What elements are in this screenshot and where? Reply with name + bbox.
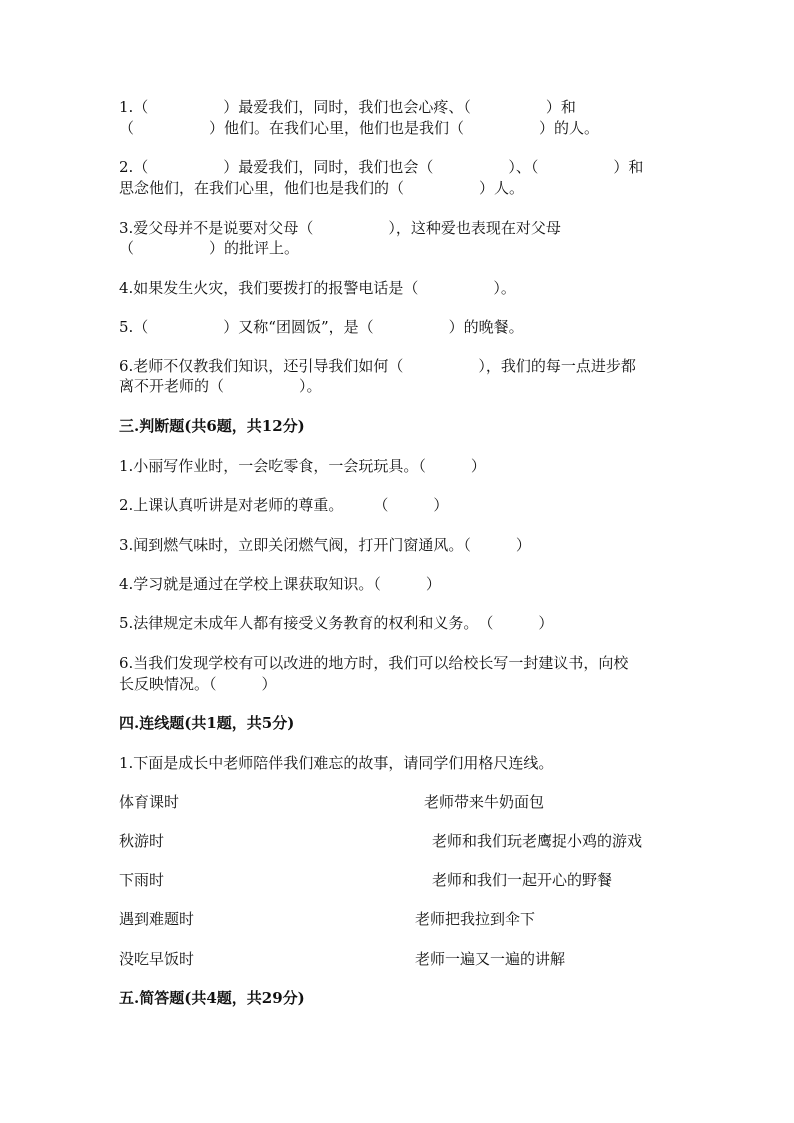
matching-left-item: 体育课时 xyxy=(119,793,180,811)
question-line: 离不开老师的（ ）。 xyxy=(119,377,322,395)
question-line: 4.学习就是通过在学校上课获取知识。（ ） xyxy=(119,575,441,593)
question-line: 6.当我们发现学校有可以改进的地方时，我们可以给校长写一封建议书，向校 xyxy=(119,654,629,672)
question-line: 1.（ ）最爱我们，同时，我们也会心疼、（ ）和 xyxy=(119,98,576,116)
question-line: 2.上课认真听讲是对老师的尊重。 （ ） xyxy=(119,496,449,514)
question-line: 3.爱父母并不是说要对父母（ ），这种爱也表现在对父母 xyxy=(119,219,561,237)
matching-right-item: 老师带来牛奶面包 xyxy=(424,793,545,811)
question-line: 思念他们，在我们心里，他们也是我们的（ ）人。 xyxy=(119,179,525,197)
section-heading-true-false: 三.判断题(共6题，共12分) xyxy=(119,417,305,435)
section-heading-matching: 四.连线题(共1题，共5分) xyxy=(119,714,295,732)
matching-left-item: 秋游时 xyxy=(119,832,165,850)
question-line: 6.老师不仅教我们知识，还引导我们如何（ ），我们的每一点进步都 xyxy=(119,357,636,375)
matching-right-item: 老师把我拉到伞下 xyxy=(415,910,536,928)
question-line: 3.闻到燃气味时，立即关闭燃气阀，打开门窗通风。（ ） xyxy=(119,536,531,554)
question-line: 5.（ ）又称“团圆饭”，是（ ）的晚餐。 xyxy=(119,318,524,336)
question-line: 长反映情况。（ ） xyxy=(119,675,277,693)
question-line: 5.法律规定未成年人都有接受义务教育的权利和义务。 （ ） xyxy=(119,614,554,632)
matching-question: 1.下面是成长中老师陪伴我们难忘的故事，请同学们用格尺连线。 xyxy=(119,754,554,772)
matching-left-item: 遇到难题时 xyxy=(119,910,195,928)
question-line: 1.小丽写作业时，一会吃零食，一会玩玩具。（ ） xyxy=(119,457,486,475)
question-line: 4.如果发生火灾，我们要拨打的报警电话是（ ）。 xyxy=(119,279,516,297)
matching-left-item: 下雨时 xyxy=(119,871,165,889)
question-line: 2.（ ）最爱我们，同时，我们也会（ ）、（ ）和 xyxy=(119,158,644,176)
matching-left-item: 没吃早饭时 xyxy=(119,950,195,968)
matching-right-item: 老师一遍又一遍的讲解 xyxy=(415,950,566,968)
matching-right-item: 老师和我们玩老鹰捉小鸡的游戏 xyxy=(432,832,643,850)
question-line: （ ）的批评上。 xyxy=(119,239,300,257)
question-line: （ ）他们。在我们心里，他们也是我们（ ）的人。 xyxy=(119,119,600,137)
section-heading-short-answer: 五.简答题(共4题，共29分) xyxy=(119,989,305,1007)
matching-right-item: 老师和我们一起开心的野餐 xyxy=(432,871,613,889)
